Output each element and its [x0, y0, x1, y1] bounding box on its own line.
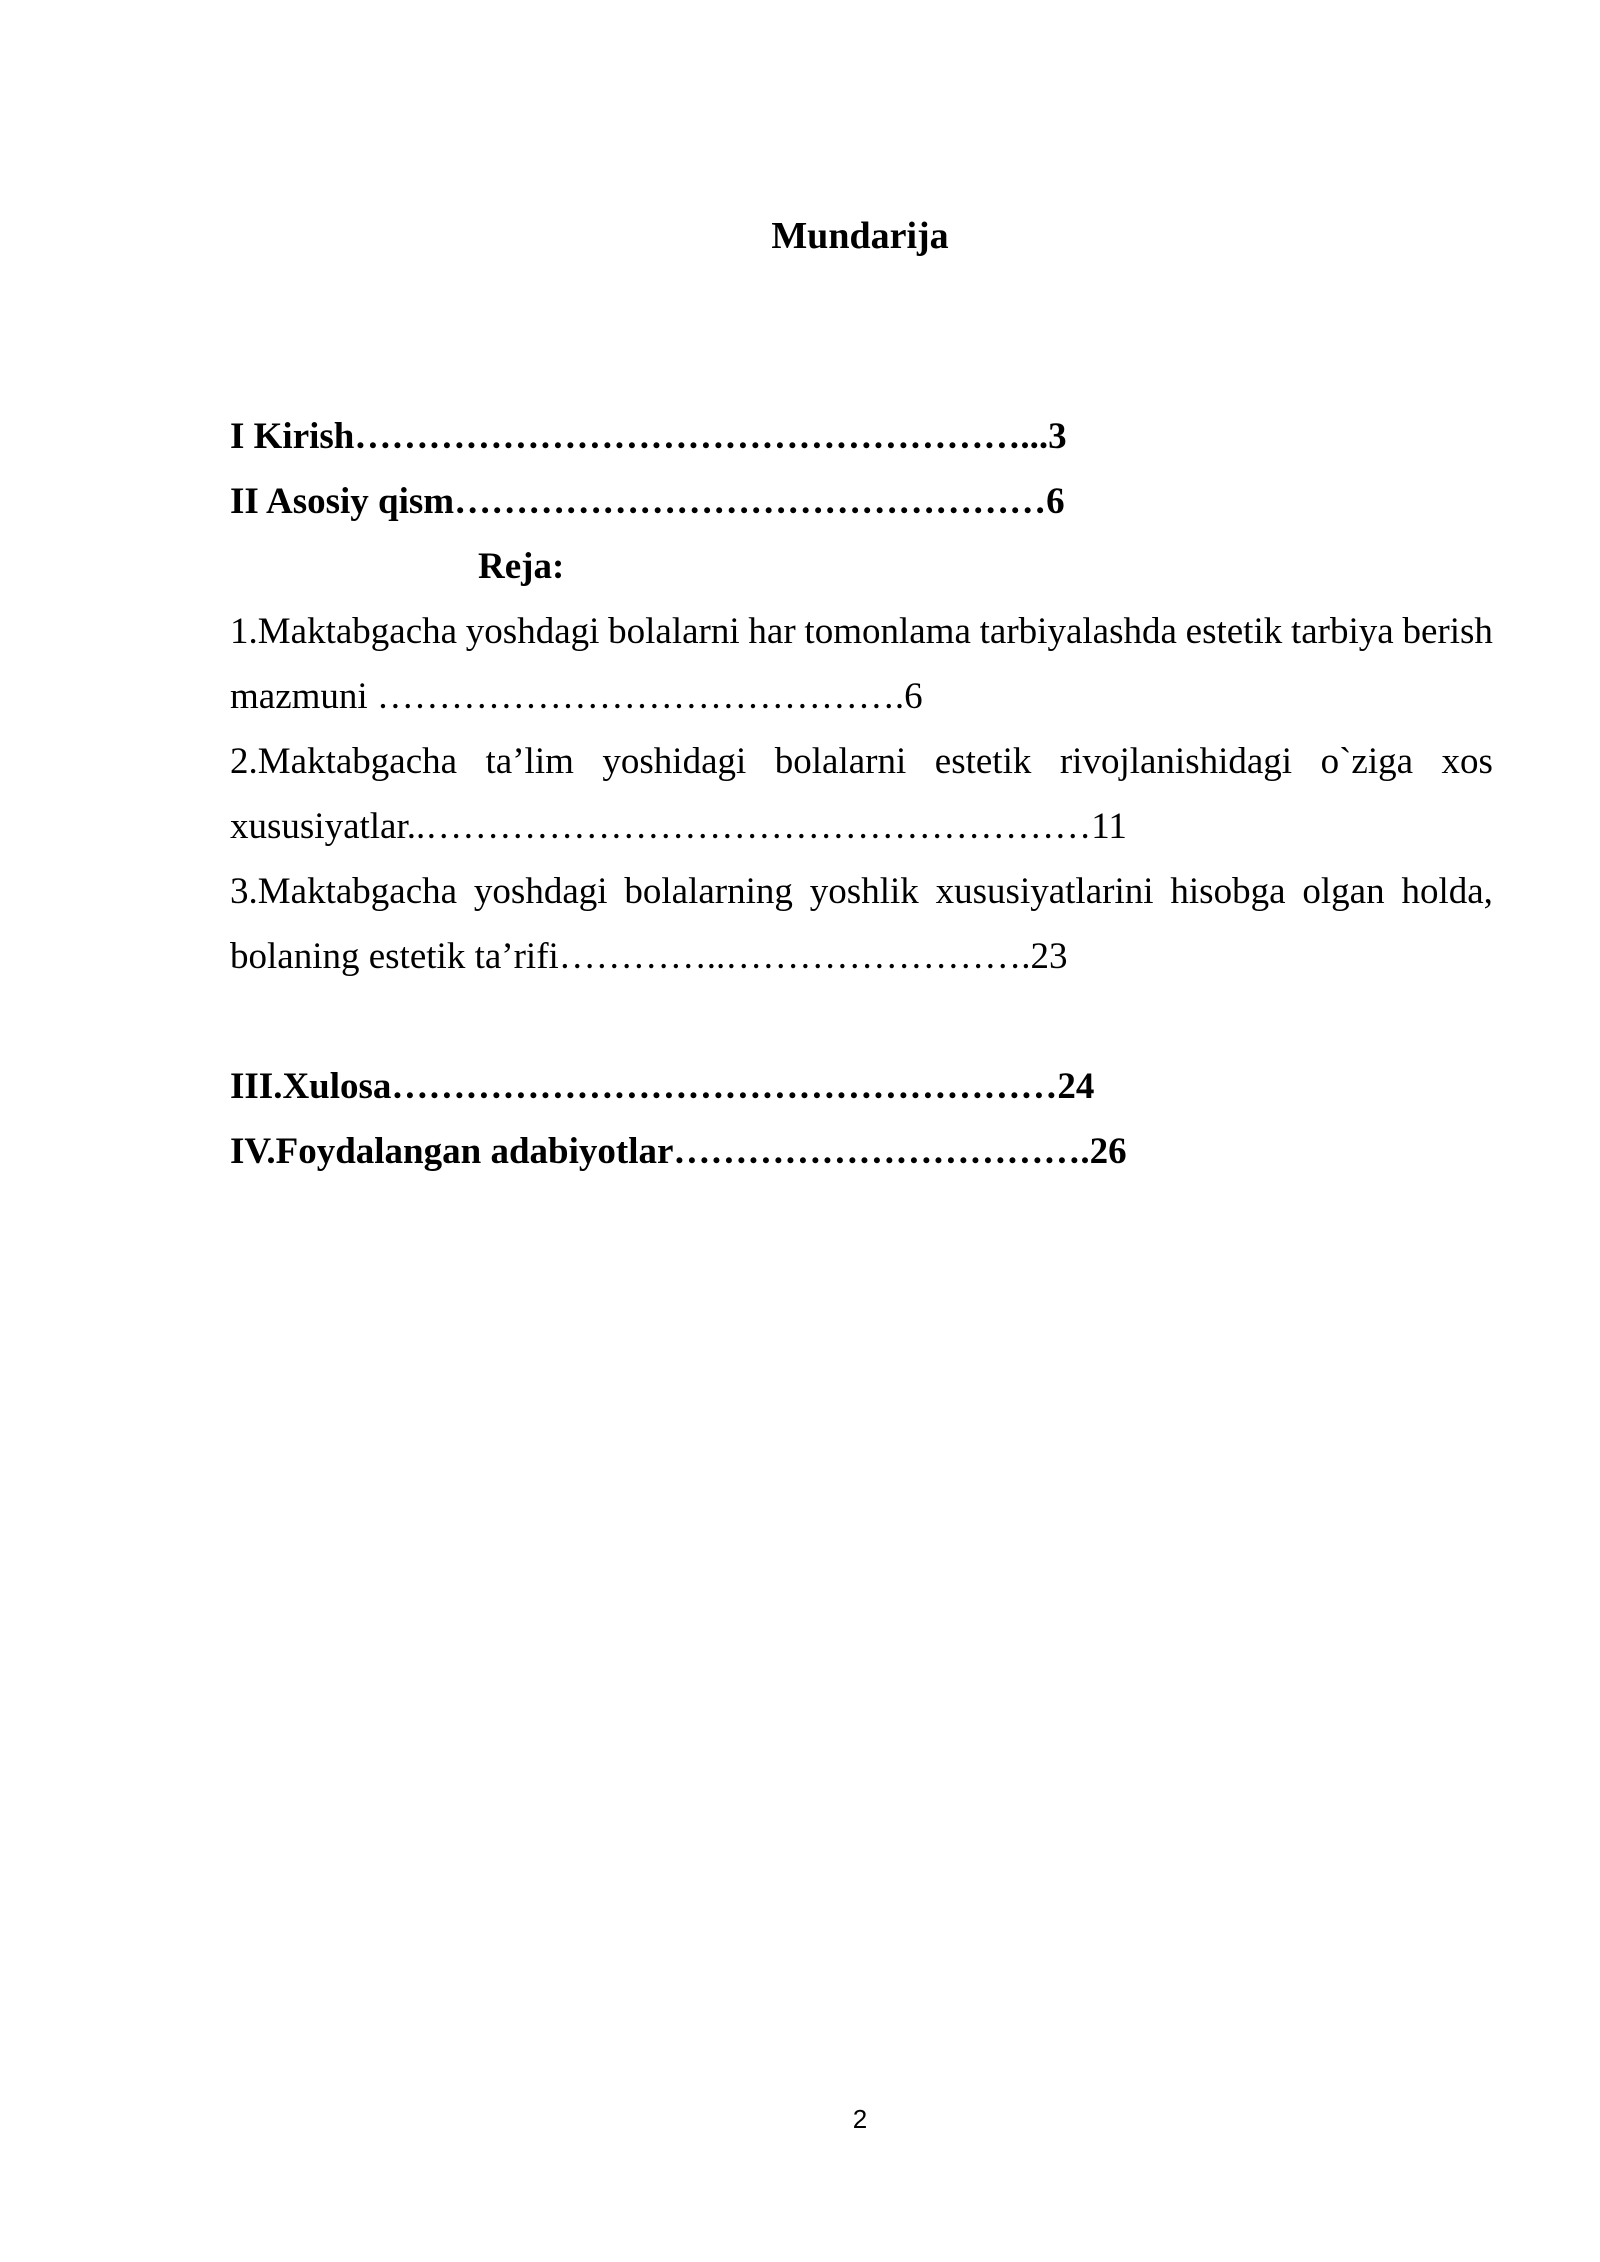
toc-item-3-line-2: bolaning estetik ta’rifi…………..…………………….23	[230, 936, 1068, 977]
toc-word: yoshdagi	[473, 871, 608, 912]
toc-word: 2.Maktabgacha	[230, 741, 458, 782]
toc-word: holda,	[1401, 871, 1493, 912]
page-title: Mundarija	[771, 215, 949, 257]
toc-word: o`ziga	[1320, 741, 1414, 782]
reja-heading: Reja:	[478, 546, 565, 587]
toc-entry-adabiyotlar: IV.Foydalangan adabiyotlar…………………………….26	[230, 1131, 1127, 1172]
toc-item-3-line-1	[230, 859, 1493, 924]
toc-item-2-line-2: xususiyatlar..………………………………………………11	[230, 806, 1127, 847]
toc-word: yoshlik	[809, 871, 919, 912]
toc-word: xos	[1441, 741, 1493, 782]
toc-entry-kirish: I Kirish………………………………………………...3	[230, 416, 1067, 457]
toc-word: bolalarni	[774, 741, 907, 782]
toc-word: ta’lim	[485, 741, 574, 782]
toc-word: xususiyatlarini	[935, 871, 1154, 912]
page-number: 2	[852, 2104, 868, 2134]
toc-item-1-line-2: mazmuni …………………………………….6	[230, 676, 923, 717]
toc-word: yoshidagi	[602, 741, 747, 782]
toc-word: har	[748, 611, 796, 652]
toc-item-2-line-1	[230, 729, 1493, 794]
toc-word: tarbiyalashda	[979, 611, 1177, 652]
toc-word: bolalarning	[624, 871, 793, 912]
toc-word: 3.Maktabgacha	[230, 871, 458, 912]
toc-word: berish	[1402, 611, 1493, 652]
toc-item-1-line-1	[230, 599, 1493, 664]
toc-word: hisobga	[1170, 871, 1286, 912]
toc-word: estetik	[1185, 611, 1283, 652]
toc-word: olgan	[1302, 871, 1385, 912]
toc-word: tarbiya	[1290, 611, 1394, 652]
toc-word: rivojlanishidagi	[1059, 741, 1293, 782]
toc-word: yoshdagi	[465, 611, 600, 652]
toc-entry-xulosa: III.Xulosa………………………………………………24	[230, 1066, 1095, 1107]
table-of-contents	[230, 404, 1493, 1184]
toc-spacer	[230, 989, 1493, 1054]
toc-word: tomonlama	[804, 611, 971, 652]
toc-entry-asosiy-qism: II Asosiy qism…………………………………………6	[230, 481, 1065, 522]
toc-word: bolalarni	[608, 611, 740, 652]
toc-word: 1.Maktabgacha	[230, 611, 458, 652]
toc-word: estetik	[934, 741, 1032, 782]
